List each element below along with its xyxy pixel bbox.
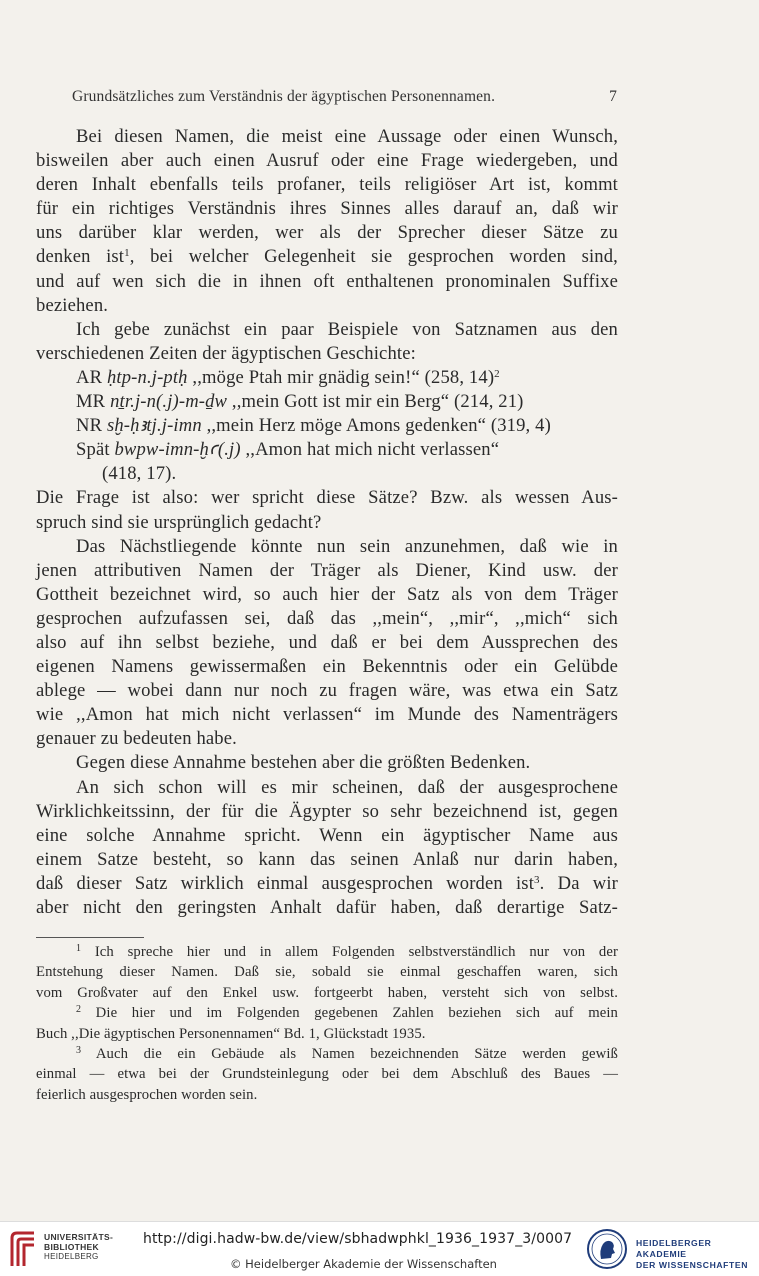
- university-library-name: [44, 1233, 113, 1262]
- text-line: Gegen diese Annahme bestehen aber die größten Bedenken.: [76, 752, 531, 774]
- text-line: ablege — wobei dann nur noch zu fragen wäre, was etwa ein Satz: [36, 680, 618, 702]
- footnote-line: feierlich ausgesprochen worden sein.: [36, 1086, 258, 1103]
- running-header: [72, 88, 619, 106]
- footnote-line: vom Großvater auf den Enkel usw. fortgeerbt haben, versteht sich von selbst.: [36, 984, 618, 1001]
- university-library-logo-icon[interactable]: [8, 1230, 38, 1268]
- text-line: Die Frage ist also: wer spricht diese Sätze? Bzw. als wessen Aus-: [36, 487, 618, 509]
- page-number: 7: [609, 88, 617, 105]
- text-line: eine solche Annahme spricht. Wenn ein ägyptischer Name aus: [36, 824, 618, 846]
- text-line: also auf ihn selbst beziehe, und daß er bei dem Aussprechen des: [36, 631, 618, 653]
- text-line: Ich gebe zunächst ein paar Beispiele von Satznamen aus den: [76, 318, 618, 340]
- example-line: [36, 366, 618, 390]
- text-line: jenen attributiven Namen der Träger als Diener, Kind usw. der: [36, 559, 618, 581]
- text-line: An sich schon will es mir scheinen, daß der ausgesprochene: [76, 776, 618, 798]
- footnote-line: Entstehung dieser Namen. Daß sie, sobald sie einmal geschaffen waren, sich: [36, 964, 618, 981]
- text-line: Wirklichkeitssinn, der für die Ägypter so sehr bezeichnend ist, gegen: [36, 800, 618, 822]
- text-fragment: . Da wir: [539, 872, 618, 894]
- footnote-ref: 2: [494, 367, 500, 380]
- footnote-text: Die hier und im Folgenden gegebenen Zahlen beziehen sich auf mein: [81, 1005, 618, 1022]
- example-line: [36, 414, 618, 438]
- footnote-line: [36, 1044, 618, 1064]
- transliteration: nṯr.j-n(.j)-m-ḏw: [110, 391, 228, 413]
- transliteration: sḫ-ḥꜣtj.j-imn: [106, 415, 202, 437]
- text-line: eigenen Namens gewissermaßen ein Bekenntnis oder ein Gelübde: [36, 656, 618, 678]
- footnote-text: Auch die ein Gebäude als Namen bezeichnenden Sätze werden gewiß: [81, 1045, 618, 1062]
- footnote-line: [36, 942, 618, 962]
- text-fragment: daß dieser Satz wirklich einmal ausgesprochen worden ist: [36, 872, 535, 894]
- library-name-line: HEIDELBERG: [44, 1252, 99, 1261]
- footnote-line: einmal — etwa bei der Grundsteinlegung oder bei dem Abschluß des Baues —: [36, 1066, 618, 1083]
- running-title: Grundsätzliches zum Verständnis der ägyptischen Personennamen.: [72, 88, 496, 105]
- era-label: AR: [76, 366, 103, 388]
- viewer-footer: [0, 1221, 759, 1276]
- footnotes: [36, 942, 618, 1105]
- copyright-notice: © Heidelberger Akademie der Wissenschaften: [230, 1257, 497, 1271]
- text-fragment: denken ist: [36, 246, 125, 268]
- text-line: Das Nächstliegende könnte nun sein anzunehmen, daß wie in: [76, 535, 618, 557]
- text-line: uns darüber klar werden, wer als der Sprecher dieser Sätze zu: [36, 222, 618, 244]
- text-line: [36, 245, 618, 269]
- footnote-line: Buch ,,Die ägyptischen Personennamen“ Bd. 1, Glückstadt 1935.: [36, 1025, 426, 1042]
- text-line: gesprochen aufzufassen sei, daß das ,,mein“, ,,mir“, ,,mich“ sich: [36, 607, 618, 629]
- era-label: Spät: [76, 439, 110, 461]
- text-line: beziehen.: [36, 294, 109, 316]
- text-line: deren Inhalt ebenfalls teils profaner, teils religiöser Art ist, kommt: [36, 174, 618, 196]
- footnote-mark: 1: [76, 943, 82, 954]
- text-line: wie ,,Amon hat mich nicht verlassen“ im Munde des Namenträgers: [36, 704, 618, 726]
- footnote-text: Ich spreche hier und in allem Folgenden selbstverständlich nur von der: [81, 944, 618, 960]
- example-reference: (418, 17).: [102, 463, 177, 485]
- text-line: [36, 872, 618, 896]
- gloss: ,,mein Herz möge Amons gedenken“ (319, 4): [201, 415, 551, 437]
- text-fragment: , bei welcher Gelegenheit sie gesprochen worden sind,: [129, 246, 618, 268]
- transliteration: bwpw-imn-ḫꜥ(.j): [114, 439, 241, 461]
- library-name-line: UNIVERSITÄTS-: [44, 1232, 114, 1242]
- permalink-url[interactable]: http://digi.hadw-bw.de/view/sbhadwphkl_1936_1937_3/0007: [143, 1231, 573, 1247]
- text-line: einem Satze besteht, so kann das seinen Anlaß nur darin haben,: [36, 848, 618, 870]
- footnote-line: [36, 1003, 618, 1023]
- text-line: aber nicht den geringsten Anhalt dafür haben, daß derartige Satz-: [36, 897, 618, 918]
- text-line: für ein richtiges Verständnis ihres Sinnes alles darauf an, daß wir: [36, 198, 618, 220]
- gloss: ,,möge Ptah mir gnädig sein!“ (258, 14): [187, 366, 495, 388]
- text-line: und auf wen sich die in ihnen oft enthaltenen pronominalen Suffixe: [36, 270, 618, 292]
- text-line: verschiedenen Zeiten der ägyptischen Geschichte:: [36, 342, 416, 364]
- footnote-ref: 3: [534, 873, 540, 886]
- academy-name-line: DER WISSENSCHAFTEN: [636, 1260, 749, 1270]
- academy-seal-icon[interactable]: [586, 1228, 628, 1270]
- library-name-line: BIBLIOTHEK: [44, 1241, 99, 1252]
- footnote-divider: [36, 937, 144, 938]
- gloss: ,,mein Gott ist mir ein Berg“ (214, 21): [227, 391, 524, 413]
- text-line: genauer zu bedeuten habe.: [36, 728, 237, 750]
- text-line: Gottheit bezeichnet wird, so auch hier der Satz als von dem Träger: [36, 583, 618, 605]
- example-line: [36, 390, 618, 414]
- transliteration: ḥtp-n.j-ptḥ: [106, 366, 188, 388]
- text-line: Bei diesen Namen, die meist eine Aussage oder einen Wunsch,: [76, 126, 618, 147]
- era-label: NR: [76, 415, 103, 437]
- gloss: ,,Amon hat mich nicht verlassen“: [240, 439, 500, 461]
- academy-name-line: HEIDELBERGER AKADEMIE: [636, 1238, 712, 1259]
- footnote-mark: 2: [76, 1004, 82, 1016]
- text-line: bisweilen aber auch einen Ausruf oder eine Frage wiedergeben, und: [36, 150, 618, 172]
- main-text: [36, 125, 618, 920]
- era-label: MR: [76, 391, 106, 413]
- footnote-mark: 3: [76, 1044, 82, 1056]
- text-line: spruch sind sie ursprünglich gedacht?: [36, 511, 322, 533]
- academy-name: [636, 1238, 759, 1271]
- footnote-ref: 1: [124, 247, 130, 260]
- example-line: [36, 438, 618, 462]
